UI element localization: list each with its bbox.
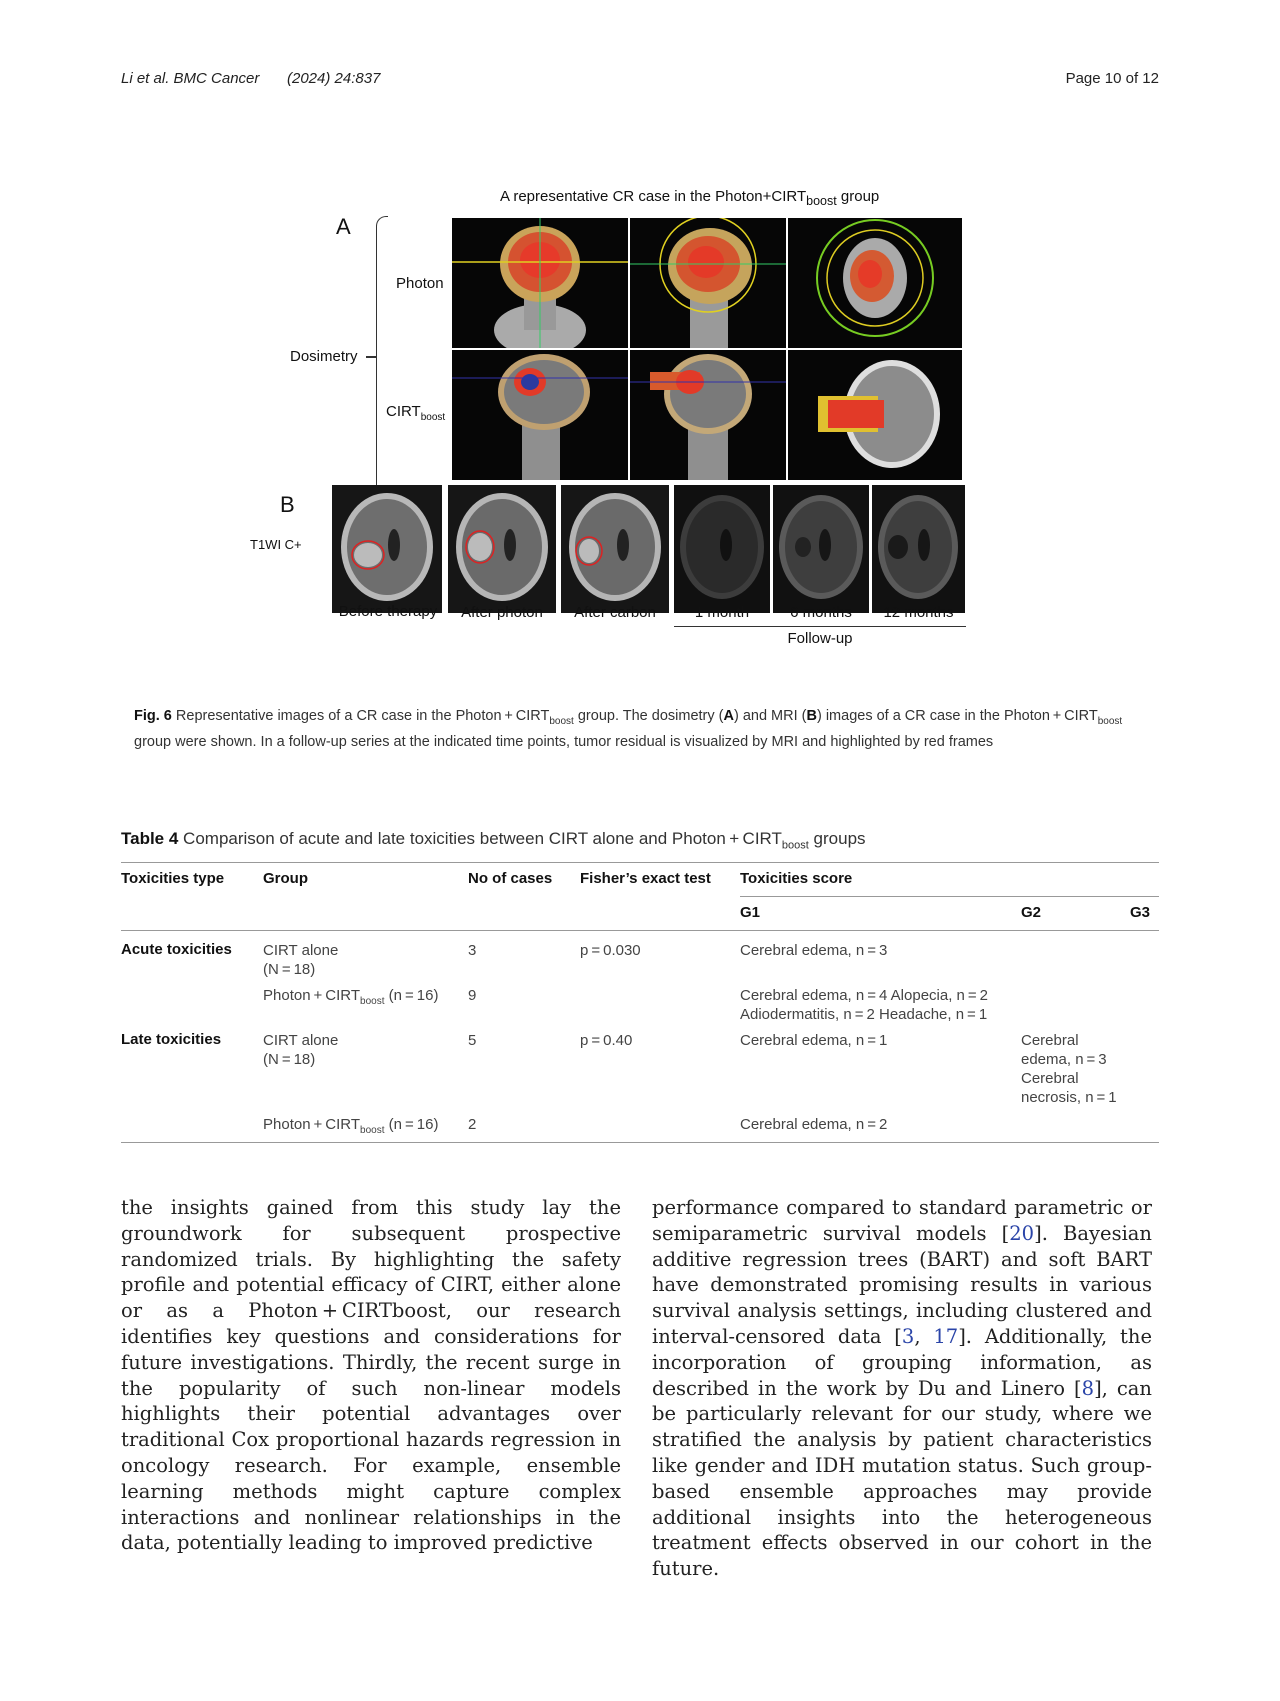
acute-cirt-group: CIRT alone (N = 18) <box>263 942 339 978</box>
caption-after-photon: After photon <box>461 604 543 621</box>
page-number: Page 10 of 12 <box>1065 70 1159 87</box>
header-bottom-rule <box>121 930 1159 931</box>
cirt-sagittal-scan <box>452 350 628 480</box>
acute-photon-group: Photon + $CIRT_{boost}$ (n = 16) <box>263 987 439 1007</box>
follow-up-line <box>674 626 966 627</box>
figure-caption: Fig. 6 Representative images of a CR case in the Photon + $CIRT_{boost}$ group. The dosimetry (A) and MRI (B) images of a CR case in the Photon + $CIRT_{boost}$ group were shown. In a follow-up series at the indicated time points, tumor residual is visualized by MRI and highlighted by red frames <box>134 708 1123 751</box>
header-group: Group <box>263 870 308 887</box>
late-toxicities-label: Late toxicities <box>121 1031 222 1048</box>
cirt-axial-scan <box>788 350 962 480</box>
cirt-coronal-scan <box>630 350 786 480</box>
table-top-rule <box>121 862 1159 863</box>
header-fishers-test: Fisher’s exact test <box>580 870 711 887</box>
panel-b-letter: B <box>280 492 295 517</box>
late-cirt-p: p = 0.40 <box>580 1032 633 1049</box>
photon-coronal-scan <box>452 218 628 348</box>
table-bottom-rule <box>121 1142 1159 1143</box>
follow-up-label: Follow-up <box>787 630 853 647</box>
acute-cirt-cases: 3 <box>468 942 477 959</box>
caption-6-months: 6 months <box>790 604 852 621</box>
table-4-title: Table 4 Comparison of acute and late toxicities between CIRT alone and Photon + $CIRT_{boost}$ groups <box>121 829 866 852</box>
header-no-of-cases: No of cases <box>468 870 553 887</box>
late-photon-group: Photon + $CIRT_{boost}$ (n = 16) <box>263 1116 439 1136</box>
late-cirt-group: CIRT alone (N = 18) <box>263 1032 339 1068</box>
acute-cirt-p: p = 0.030 <box>580 942 641 959</box>
running-header <box>121 70 1159 90</box>
photon-sagittal-scan <box>630 218 786 348</box>
late-photon-cases: 2 <box>468 1116 477 1133</box>
late-cirt-g1: Cerebral edema, n = 1 <box>740 1032 888 1049</box>
ref-20-link[interactable]: 20 <box>1009 1221 1035 1245</box>
caption-12-months: 12 months <box>883 604 954 621</box>
figure-6 <box>250 185 1010 705</box>
table-4 <box>121 862 1159 1147</box>
late-cirt-g2: Cerebral edema, n = 3 Cerebral necrosis, n = 1 <box>1021 1032 1117 1106</box>
body-column-right: performance compared to standard parametric or semiparametric survival models [20]. Bayesian additive regression trees (BART) and soft BART have demonstrated promising results in various survival analysis settings, including clustered and interval-censored data [3, 17]. Additionally, the incorporation of grouping information, as described in the work by Du and Linero [8], can be particularly relevant for our study, where we stratified the analysis by patient characteristics like gender and IDH mutation status. Such group-based ensemble approaches may provide additional insights into the heterogeneous treatment effects observed in our cohort in the future. <box>652 1196 1152 1581</box>
acute-cirt-g1: Cerebral edema, n = 3 <box>740 942 888 959</box>
dosimetry-tick <box>366 356 376 358</box>
header-toxicities-type: Toxicities type <box>121 870 225 887</box>
journal-citation: Li et al. BMC Cancer <box>121 70 260 87</box>
mri-after-photon <box>448 485 556 613</box>
mri-after-carbon <box>561 485 669 613</box>
acute-photon-g1: Cerebral edema, n = 4 Alopecia, n = 2 Adiodermatitis, n = 2 Headache, n = 1 <box>740 987 989 1023</box>
caption-after-carbon: After carbon <box>574 604 656 621</box>
mri-before-therapy <box>332 485 442 613</box>
figure-title: A representative CR case in the $Photon+CIRT_{boost}$ group <box>500 188 880 208</box>
ref-3-link[interactable]: 3 <box>901 1324 915 1348</box>
score-subrule <box>740 896 1159 897</box>
mri-12-months <box>872 485 965 613</box>
ref-17-link[interactable]: 17 <box>933 1324 959 1348</box>
t1wi-label: T1WI C+ <box>250 537 302 552</box>
late-photon-g1: Cerebral edema, n = 2 <box>740 1116 888 1133</box>
ref-8-link[interactable]: 8 <box>1081 1376 1095 1400</box>
photon-axial-scan <box>788 218 962 348</box>
late-cirt-cases: 5 <box>468 1032 477 1049</box>
body-column-left: the insights gained from this study lay the groundwork for subsequent prospective randomized trials. By highlighting the safety profile and potential efficacy of CIRT, either alone or as a Photon + CIRTboost, our research identifies key questions and considerations for future investigations. Thirdly, the recent surge in the popularity of such non-linear models highlights their potential advantages over traditional Cox proportional hazards regression in oncology research. For example, ensemble learning methods might capture complex interactions and nonlinear relationships in the data, potentially leading to improved predictive <box>121 1196 621 1555</box>
header-g1: G1 <box>740 904 761 921</box>
panel-a-letter: A <box>336 214 351 239</box>
dosimetry-label: Dosimetry <box>290 348 358 365</box>
caption-1-month: 1 month <box>694 604 750 621</box>
acute-toxicities-label: Acute toxicities <box>121 941 232 958</box>
photon-row-label: Photon <box>396 275 444 292</box>
mri-1-month <box>674 485 770 613</box>
header-g2: G2 <box>1021 904 1042 921</box>
acute-photon-cases: 9 <box>468 987 477 1004</box>
year-volume: (2024) 24:837 <box>287 70 381 87</box>
mri-6-months <box>773 485 869 613</box>
header-g3: G3 <box>1130 904 1151 921</box>
cirt-row-label: $CIRT_{boost}$ <box>386 403 446 423</box>
header-toxicities-score: Toxicities score <box>740 870 853 887</box>
caption-before-therapy: Before therapy <box>338 603 438 620</box>
dosimetry-bracket <box>376 216 388 496</box>
